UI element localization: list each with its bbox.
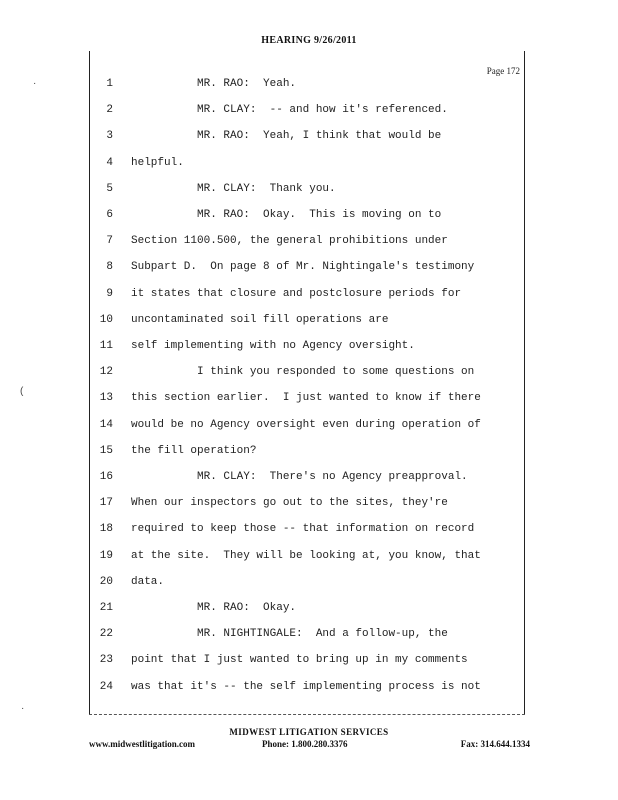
line-number: 11	[99, 340, 113, 352]
document-header: HEARING 9/26/2011	[261, 35, 357, 46]
line-text: When our inspectors go out to the sites, they're	[131, 497, 448, 510]
line-text: uncontaminated soil fill operations are	[131, 313, 389, 326]
transcript-line	[89, 183, 525, 203]
line-text: MR. CLAY: Thank you.	[131, 182, 336, 195]
line-number: 21	[99, 602, 113, 614]
line-text: this section earlier. I just wanted to know if there	[131, 392, 481, 405]
line-text: data.	[131, 575, 165, 588]
line-number: 10	[99, 313, 113, 326]
transcript-line	[89, 130, 525, 150]
transcript-line	[89, 445, 525, 465]
transcript-line	[89, 104, 525, 124]
footer-phone: Phone: 1.800.280.3376	[262, 739, 348, 749]
line-number: 23	[99, 654, 113, 667]
line-text: MR. RAO: Yeah, I think that would be	[131, 130, 442, 143]
scan-mark: (	[20, 386, 24, 397]
transcript-line	[89, 261, 525, 281]
transcript-line	[89, 628, 525, 648]
line-number: 2	[106, 104, 113, 117]
line-text: point that I just wanted to bring up in my comments	[131, 654, 468, 667]
scan-mark: ·	[21, 703, 25, 714]
line-number: 13	[99, 392, 113, 405]
line-number: 1	[106, 78, 113, 90]
scan-mark: ·	[33, 78, 37, 89]
transcript-line	[89, 523, 525, 543]
line-text: MR. RAO: Okay. This is moving on to	[131, 209, 442, 221]
line-number: 19	[99, 549, 113, 562]
line-number: 24	[99, 680, 113, 693]
line-number: 5	[106, 182, 113, 195]
transcript-line	[89, 157, 525, 177]
line-text: was that it's -- the self implementing process is not	[131, 680, 481, 693]
transcript-line	[89, 340, 525, 360]
bottom-rule	[89, 714, 525, 715]
line-text: MR. CLAY: -- and how it's referenced.	[131, 104, 448, 117]
transcript-line	[89, 314, 525, 334]
line-number: 3	[106, 130, 113, 143]
transcript-line	[89, 471, 525, 491]
transcript-line	[89, 78, 525, 98]
transcript-line	[89, 602, 525, 622]
transcript-line	[89, 681, 525, 701]
line-text: would be no Agency oversight even during operation of	[131, 418, 481, 431]
line-text: MR. NIGHTINGALE: And a follow-up, the	[131, 628, 448, 641]
line-number: 15	[99, 444, 113, 457]
footer-fax: Fax: 314.644.1334	[460, 739, 530, 749]
transcript-line	[89, 209, 525, 229]
transcript-line	[89, 235, 525, 255]
transcript-line	[89, 366, 525, 386]
line-number: 17	[99, 497, 113, 510]
page-number: Page 172	[486, 66, 520, 76]
line-number: 18	[99, 523, 113, 536]
line-text: self implementing with no Agency oversight.	[131, 340, 415, 352]
line-number: 9	[106, 287, 113, 300]
line-text: MR. RAO: Yeah.	[131, 78, 297, 90]
line-text: at the site. They will be looking at, you know, that	[131, 549, 481, 562]
transcript-line	[89, 654, 525, 674]
line-text: the fill operation?	[131, 444, 257, 457]
line-number: 8	[106, 261, 113, 274]
line-number: 20	[99, 575, 113, 588]
transcript-line	[89, 288, 525, 308]
line-number: 22	[99, 628, 113, 641]
transcript-line	[89, 550, 525, 570]
line-number: 14	[99, 418, 113, 431]
line-text: MR. RAO: Okay.	[131, 602, 297, 614]
line-number: 7	[106, 235, 113, 248]
line-text: it states that closure and postclosure periods for	[131, 287, 462, 300]
line-text: Section 1100.500, the general prohibitions under	[131, 235, 448, 248]
footer-website: www.midwestlitigation.com	[89, 739, 195, 749]
line-text: Subpart D. On page 8 of Mr. Nightingale's testimony	[131, 261, 475, 274]
line-text: MR. CLAY: There's no Agency preapproval.	[131, 471, 468, 483]
line-number: 6	[106, 209, 113, 221]
footer-company: MIDWEST LITIGATION SERVICES	[229, 727, 389, 737]
line-text: I think you responded to some questions on	[131, 366, 475, 379]
transcript-line	[89, 497, 525, 517]
transcript-line	[89, 392, 525, 412]
line-text: helpful.	[131, 156, 184, 169]
line-number: 16	[99, 471, 113, 483]
line-number: 4	[106, 156, 113, 169]
line-number: 12	[99, 366, 113, 379]
transcript-line	[89, 576, 525, 596]
transcript-line	[89, 419, 525, 439]
line-text: required to keep those -- that information on record	[131, 523, 475, 536]
